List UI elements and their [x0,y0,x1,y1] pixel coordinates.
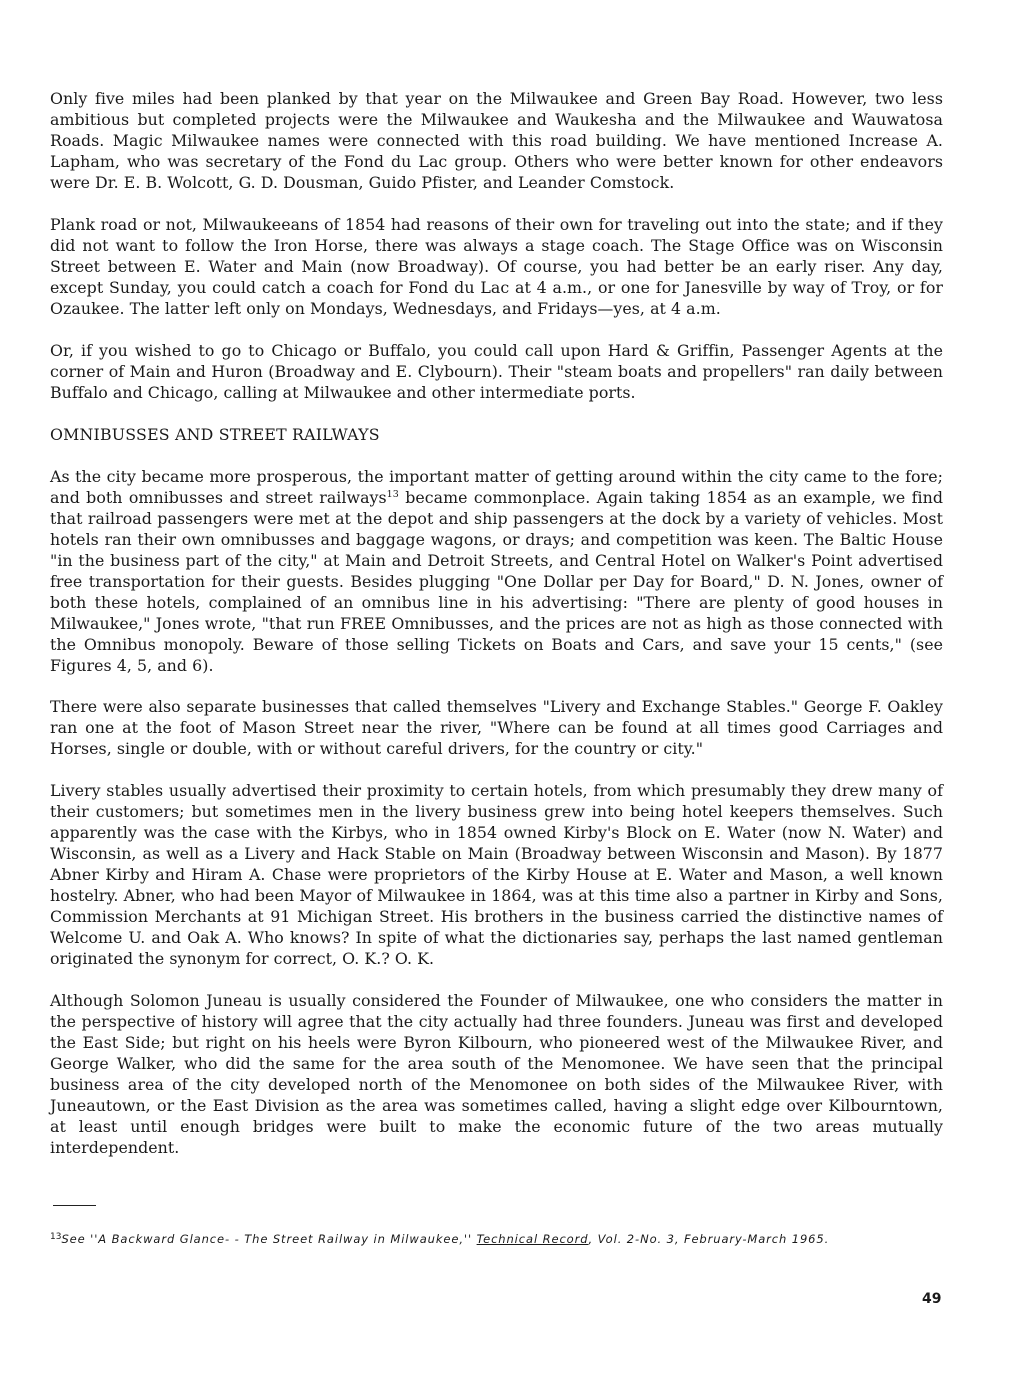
footnote-separator [53,1205,96,1206]
footnote-number: 13 [50,1232,62,1242]
paragraph-steam-boats: Or, if you wished to go to Chicago or Buffalo, you could call upon Hard & Griffin, Passenger Agents at the corner of Main and Huron (Broadway and E. Clybourn). Their "steam boats and propellers" ran daily between Buffalo and Chicago, calling at Milwaukee and other intermediate ports. [50,341,943,402]
paragraph-omnibusses [50,466,943,676]
paragraph-livery-stables: There were also separate businesses that called themselves "Livery and Exchange Stables." George F. Oakley ran one at the foot of Mason Street near the river, "Where can be found at all times good Carriages and Horses, single or double, with or without careful drivers, for the country or city." [50,697,943,758]
footnote-text-end: , Vol. 2-No. 3, February-March 1965. [588,1232,830,1246]
section-heading: OMNIBUSSES AND STREET RAILWAYS [50,425,380,444]
omnibus-text-end: became commonplace. Again taking 1854 as an example, we find that railroad passengers were met at the depot and ship passengers at the dock by a variety of vehicles. Most hotels ran their own omnibusses and baggage wagons, or drays; and competition was keen. The Baltic House "in the business part of the city," at Main and Detroit Streets, and Central Hotel on Walker's Point advertised free transportation for their guests. Besides plugging "One Dollar per Day for Board," D. N. Jones, owner of both these hotels, complained of an omnibus line in his advertising: "There are plenty of good houses in Milwaukee," Jones wrote, "that run FREE Omnibusses, and the prices are not as high as those connected with the Omnibus monopoly. Beware of those selling Tickets on Boats and Cars, and save your 15 cents," (see Figures 4, 5, and 6). [50,488,943,675]
omnibus-text-start: As the city became more prosperous, the important matter of getting around within the city came to the fore; and both omnibusses and street railways [50,467,943,507]
footnote-publication: Technical Record [476,1232,589,1246]
paragraph-plank-roads: Only five miles had been planked by that year on the Milwaukee and Green Bay Road. However, two less ambitious but completed projects were the Milwaukee and Waukesha and the Milwaukee and Wauwatosa Roads. Magic Milwaukee names were connected with this road building. We have mentioned Increase A. Lapham, who was secretary of the Fond du Lac group. Others who were better known for other endeavors were Dr. E. B. Wolcott, G. D. Dousman, Guido Pfister, and Leander Comstock. [50,89,943,192]
paragraph-stage-coach: Plank road or not, Milwaukeeans of 1854 had reasons of their own for traveling out into the state; and if they did not want to follow the Iron Horse, there was always a stage coach. The Stage Office was on Wisconsin Street between E. Water and Main (now Broadway). Of course, you had better be an early riser. Any day, except Sunday, you could catch a coach for Fond du Lac at 4 a.m., or one for Janesville by way of Troy, or for Ozaukee. The latter left only on Mondays, Wednesdays, and Fridays—yes, at 4 a.m. [50,215,943,318]
page-number: 49 [922,1291,942,1307]
footnote-reference: 13 [386,489,399,500]
page-body [50,88,943,1179]
footnote-text-start: See ''A Backward Glance- - The Street Railway in Milwaukee,'' [61,1232,477,1246]
paragraph-kirbys: Livery stables usually advertised their proximity to certain hotels, from which presumably they drew many of their customers; but sometimes men in the livery business grew into being hotel keepers themselves. Such apparently was the case with the Kirbys, who in 1854 owned Kirby's Block on E. Water (now N. Water) and Wisconsin, as well as a Livery and Hack Stable on Main (Broadway between Wisconsin and Mason). By 1877 Abner Kirby and Hiram A. Chase were proprietors of the Kirby House at E. Water and Mason, a well known hostelry. Abner, who had been Mayor of Milwaukee in 1864, was at this time also a partner in Kirby and Sons, Commission Merchants at 91 Michigan Street. His brothers in the business carried the distinctive names of Welcome U. and Oak A. Who knows? In spite of what the dictionaries say, perhaps the last named gentleman originated the synonym for correct, O. K.? O. K. [50,781,943,968]
footnote [50,1232,950,1246]
paragraph-founders: Although Solomon Juneau is usually considered the Founder of Milwaukee, one who considers the matter in the perspective of history will agree that the city actually had three founders. Juneau was first and developed the East Side; but right on his heels were Byron Kilbourn, who pioneered west of the Milwaukee River, and George Walker, who did the same for the area south of the Menomonee. We have seen that the principal business area of the city developed north of the Menomonee on both sides of the Milwaukee River, with Juneautown, or the East Division as the area was sometimes called, having a slight edge over Kilbourntown, at least until enough bridges were built to make the economic future of the two areas mutually interdependent. [50,991,943,1157]
